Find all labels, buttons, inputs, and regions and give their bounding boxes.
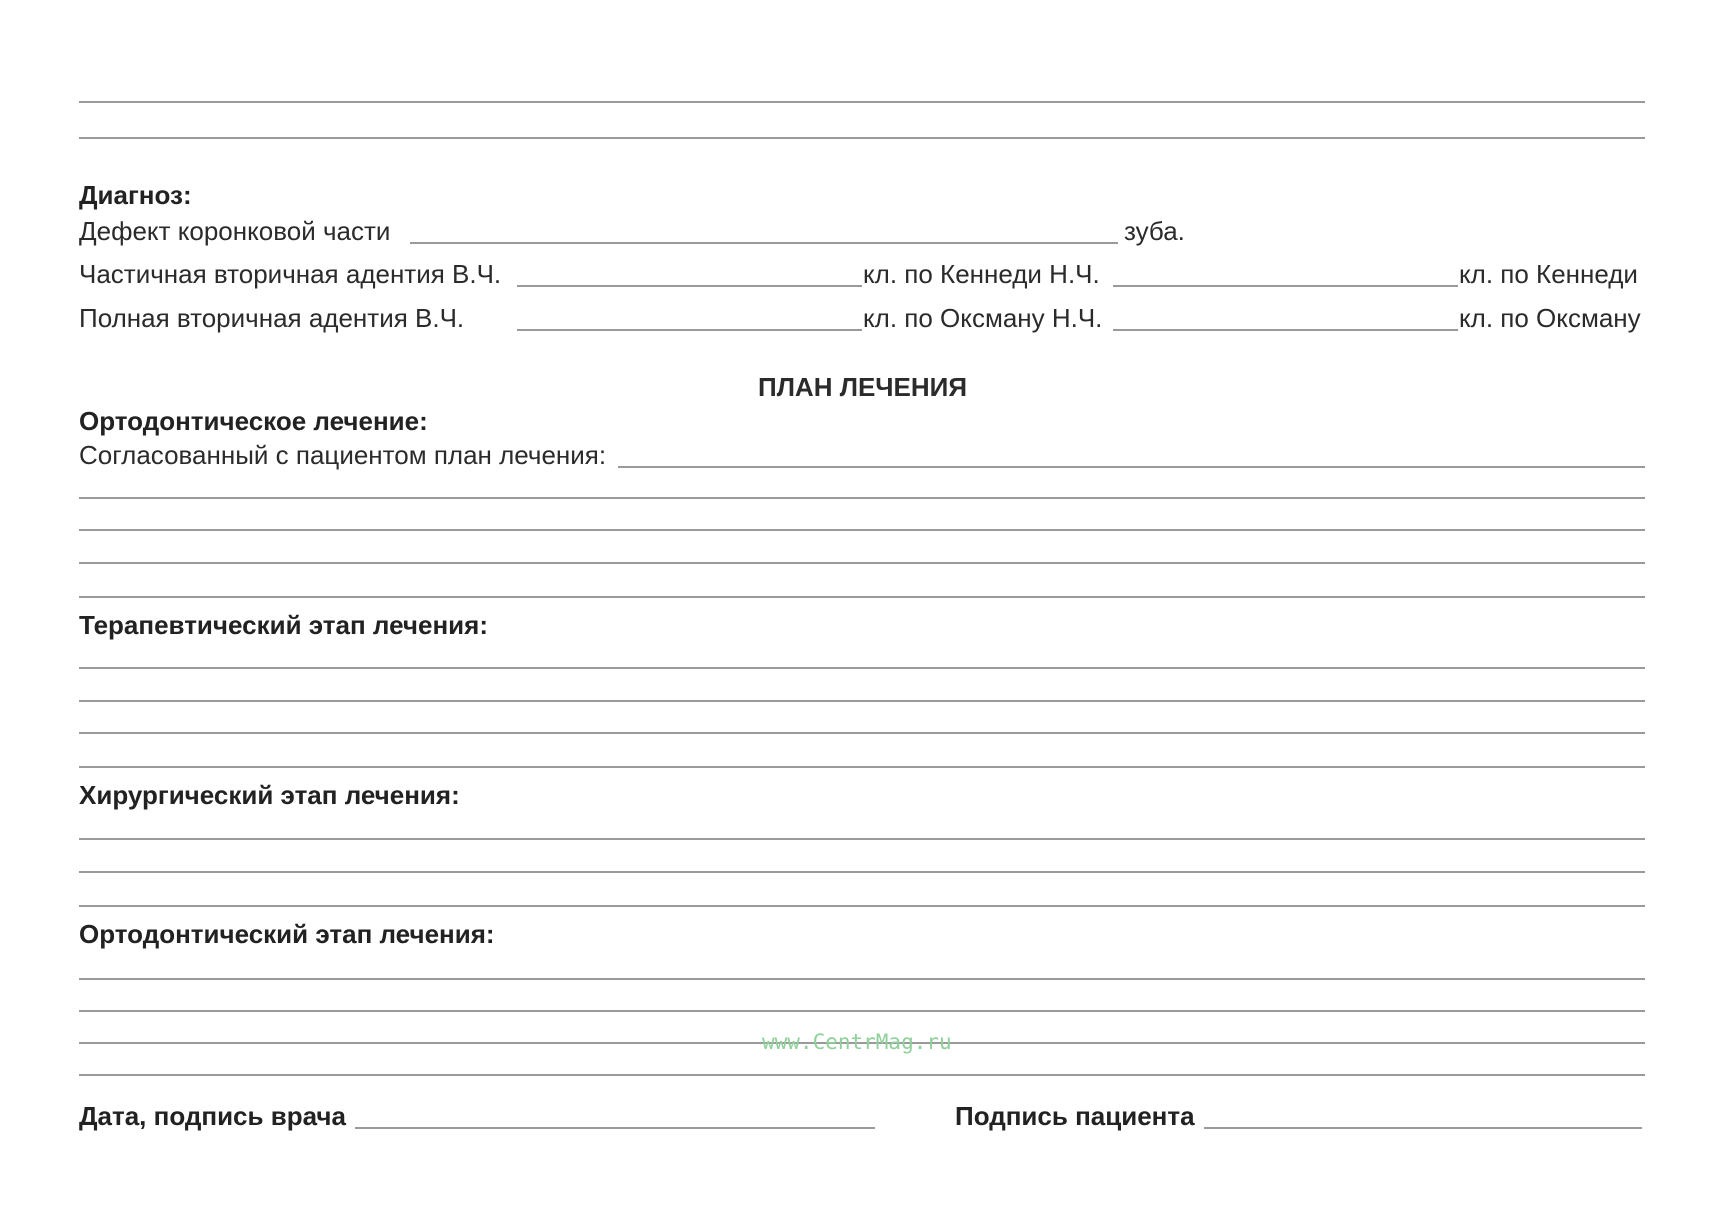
crown-defect-label: Дефект коронковой части xyxy=(79,216,391,246)
top-blank-line-1[interactable] xyxy=(79,101,1645,103)
orthodontic-stage-heading: Ортодонтический этап лечения: xyxy=(79,919,495,949)
agreed-plan-line-2[interactable] xyxy=(79,497,1645,499)
surgical-line-2[interactable] xyxy=(79,871,1645,873)
oksman-suffix: кл. по Оксману xyxy=(1459,303,1641,333)
orthodontic-treatment-heading: Ортодонтическое лечение: xyxy=(79,406,428,436)
therapeutic-line-2[interactable] xyxy=(79,700,1645,702)
treatment-plan-title: ПЛАН ЛЕЧЕНИЯ xyxy=(758,372,968,402)
full-adentia-label: Полная вторичная адентия В.Ч. xyxy=(79,303,465,333)
crown-defect-suffix: зуба. xyxy=(1124,216,1185,246)
kennedy-lower-field[interactable] xyxy=(1113,285,1458,287)
watermark: www.CentrMag.ru xyxy=(762,1030,952,1054)
kennedy-suffix: кл. по Кеннеди xyxy=(1459,259,1638,289)
agreed-plan-line-5[interactable] xyxy=(79,596,1645,598)
orthodontic-stage-line-4[interactable] xyxy=(79,1074,1645,1076)
crown-defect-field[interactable] xyxy=(410,242,1118,244)
kennedy-upper-field[interactable] xyxy=(517,285,862,287)
therapeutic-line-4[interactable] xyxy=(79,766,1645,768)
diagnosis-heading: Диагноз: xyxy=(79,180,192,210)
therapeutic-stage-heading: Терапевтический этап лечения: xyxy=(79,610,488,640)
agreed-plan-line-3[interactable] xyxy=(79,529,1645,531)
oksman-lower-label: кл. по Оксману Н.Ч. xyxy=(863,303,1103,333)
agreed-plan-line-4[interactable] xyxy=(79,562,1645,564)
therapeutic-line-3[interactable] xyxy=(79,732,1645,734)
doctor-signature-field[interactable] xyxy=(355,1127,875,1129)
agreed-plan-field[interactable] xyxy=(618,466,1645,468)
top-blank-line-2[interactable] xyxy=(79,137,1645,139)
surgical-line-1[interactable] xyxy=(79,838,1645,840)
doctor-signature-label: Дата, подпись врача xyxy=(79,1101,346,1131)
agreed-plan-label: Согласованный с пациентом план лечения: xyxy=(79,440,607,470)
orthodontic-stage-line-1[interactable] xyxy=(79,978,1645,980)
patient-signature-label: Подпись пациента xyxy=(955,1101,1195,1131)
partial-adentia-label: Частичная вторичная адентия В.Ч. xyxy=(79,259,502,289)
surgical-line-3[interactable] xyxy=(79,905,1645,907)
patient-signature-field[interactable] xyxy=(1204,1127,1642,1129)
therapeutic-line-1[interactable] xyxy=(79,667,1645,669)
kennedy-lower-label: кл. по Кеннеди Н.Ч. xyxy=(863,259,1100,289)
orthodontic-stage-line-2[interactable] xyxy=(79,1010,1645,1012)
oksman-lower-field[interactable] xyxy=(1113,329,1458,331)
oksman-upper-field[interactable] xyxy=(517,329,862,331)
surgical-stage-heading: Хирургический этап лечения: xyxy=(79,780,460,810)
